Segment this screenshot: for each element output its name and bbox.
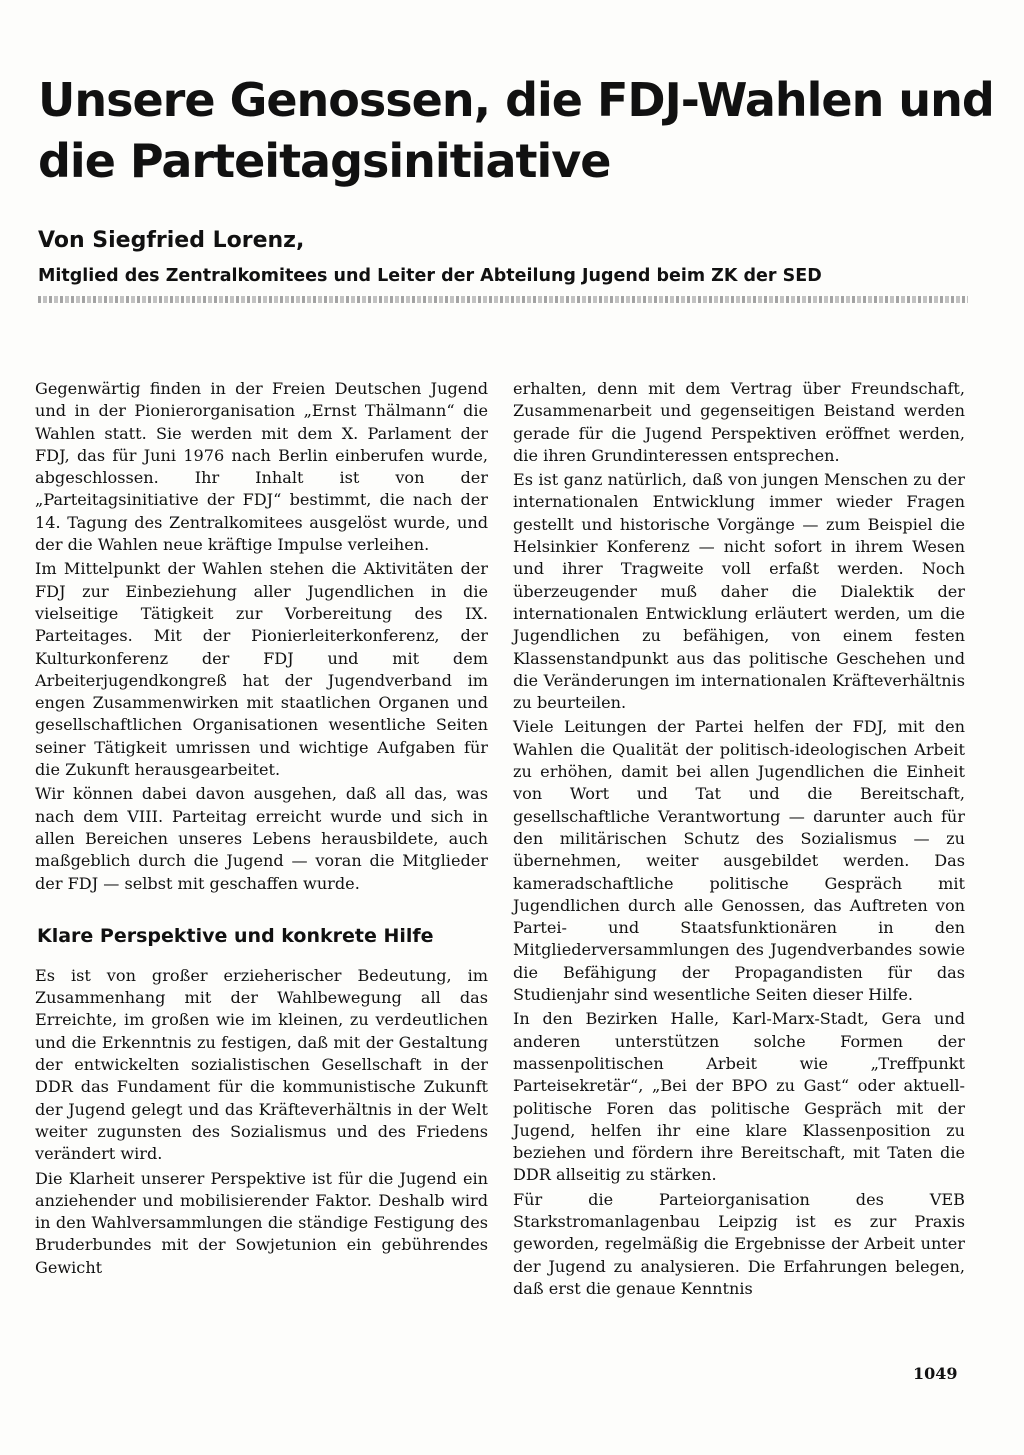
paragraph: erhalten, denn mit dem Vertrag über Freundschaft, Zusammenarbeit und gegenseitigen Beistand werden gerade für die Jugend Perspektiven eröffnet werden, die ihren Grundinteressen entsprechen. xyxy=(513,379,965,465)
title-divider xyxy=(38,296,968,303)
left-column xyxy=(35,378,488,1281)
paragraph: Im Mittelpunkt der Wahlen stehen die Aktivitäten der FDJ zur Einbeziehung aller Jugendlichen in die vielseitige Tätigkeit zur Vorbereitung des IX. Parteitages. Mit der Pionierleiterkonferenz, der Kulturkonferenz der FDJ und mit dem Arbeiterjugendkongreß hat der Jugendverband im engen Zusammenwirken mit staatlichen Organen und gesellschaftlichen Organisationen wesentliche Seiten seiner Tätigkeit umrissen und wichtige Aufgaben für die Zukunft herausgearbeitet. xyxy=(35,559,488,780)
paragraph: In den Bezirken Halle, Karl-Marx-Stadt, Gera und anderen unterstützen solche Formen der massenpolitischen Arbeit wie „Treffpunkt Parteisekretär“, „Bei der BPO zu Gast“ oder aktuell-politische Foren das politische Gespräch mit der Jugend, helfen ihr eine klare Klassenposition zu beziehen und fördern ihre Bereitschaft, mit Taten die DDR allseitig zu stärken. xyxy=(513,1009,965,1185)
article-title: Unsere Genossen, die FDJ-Wahlen und die Parteitagsinitiative xyxy=(38,73,994,188)
paragraph: Für die Parteiorganisation des VEB Starkstromanlagenbau Leipzig ist es zur Praxis geworden, regelmäßig die Ergebnisse der Arbeit unter der Jugend zu analysieren. Die Erfahrungen belegen, daß erst die genaue Kenntnis xyxy=(513,1189,965,1298)
paragraph: Die Klarheit unserer Perspektive ist für die Jugend ein anziehender und mobilisierender Faktor. Deshalb wird in den Wahlversammlungen die ständige Festigung des Bruderbundes mit der Sowjetunion ein gebührendes Gewicht xyxy=(35,1168,488,1277)
author-role: Mitglied des Zentralkomitees und Leiter der Abteilung Jugend beim ZK der SED xyxy=(38,266,822,286)
right-column xyxy=(513,378,965,1302)
paragraph: Es ist ganz natürlich, daß von jungen Menschen zu der internationalen Entwicklung immer wieder Fragen gestellt und historische Vorgänge — zum Beispiel die Helsinkier Konferenz — nicht sofort in ihrem Wesen und ihrer Tragweite voll erfaßt werden. Noch überzeugender muß daher die Dialektik der internationalen Entwicklung erläutert werden, um die Jugendlichen zu befähigen, von einem festen Klassenstandpunkt aus das politische Geschehen und die Veränderungen im internationalen Kräfteverhältnis zu beurteilen. xyxy=(513,470,965,713)
paragraph: Es ist von großer erzieherischer Bedeutung, im Zusammenhang mit der Wahlbewegung all das Erreichte, im großen wie im kleinen, zu verdeutlichen und die Erkenntnis zu festigen, daß mit der Gestaltung der entwickelten sozialistischen Gesellschaft in der DDR das Fundament für die kommunistische Zukunft der Jugend gelegt und das Kräfteverhältnis in der Welt weiter zugunsten des Sozialismus und des Friedens verändert wird. xyxy=(35,965,488,1164)
paragraph: Viele Leitungen der Partei helfen der FDJ, mit den Wahlen die Qualität der politisch-ideologischen Arbeit zu erhöhen, damit bei allen Jugendlichen die Einheit von Wort und Tat und die Bereitschaft, gesellschaftliche Verantwortung — darunter auch für den militärischen Schutz des Sozialismus — zu übernehmen, weiter ausgebildet werden. Das kameradschaftliche politische Gespräch mit Jugendlichen durch alle Genossen, das Auftreten von Partei- und Staatsfunktionären in den Mitgliederversammlungen des Jugendverbandes sowie die Befähigung der Propagandisten für das Studienjahr sind wesentliche Seiten dieser Hilfe. xyxy=(513,717,965,1005)
section-heading: Klare Perspektive und konkrete Hilfe xyxy=(37,924,434,947)
page-number: 1049 xyxy=(913,1364,958,1383)
paragraph: Wir können dabei davon ausgehen, daß all das, was nach dem VIII. Parteitag erreicht wurde und sich in allen Bereichen unseres Lebens herausbildete, auch maßgeblich durch die Jugend — voran die Mitglieder der FDJ — selbst mit geschaffen wurde. xyxy=(35,784,488,893)
article-author: Von Siegfried Lorenz, xyxy=(38,228,305,253)
paragraph: Gegenwärtig finden in der Freien Deutschen Jugend und in der Pionierorganisation „Ernst Thälmann“ die Wahlen statt. Sie werden mit dem X. Parlament der FDJ, das für Juni 1976 nach Berlin einberufen wurde, abgeschlossen. Ihr Inhalt ist von der „Parteitagsinitiative der FDJ“ bestimmt, die nach der 14. Tagung des Zentralkomitees ausgelöst wurde, und der die Wahlen neue kräftige Impulse verleihen. xyxy=(35,379,488,555)
